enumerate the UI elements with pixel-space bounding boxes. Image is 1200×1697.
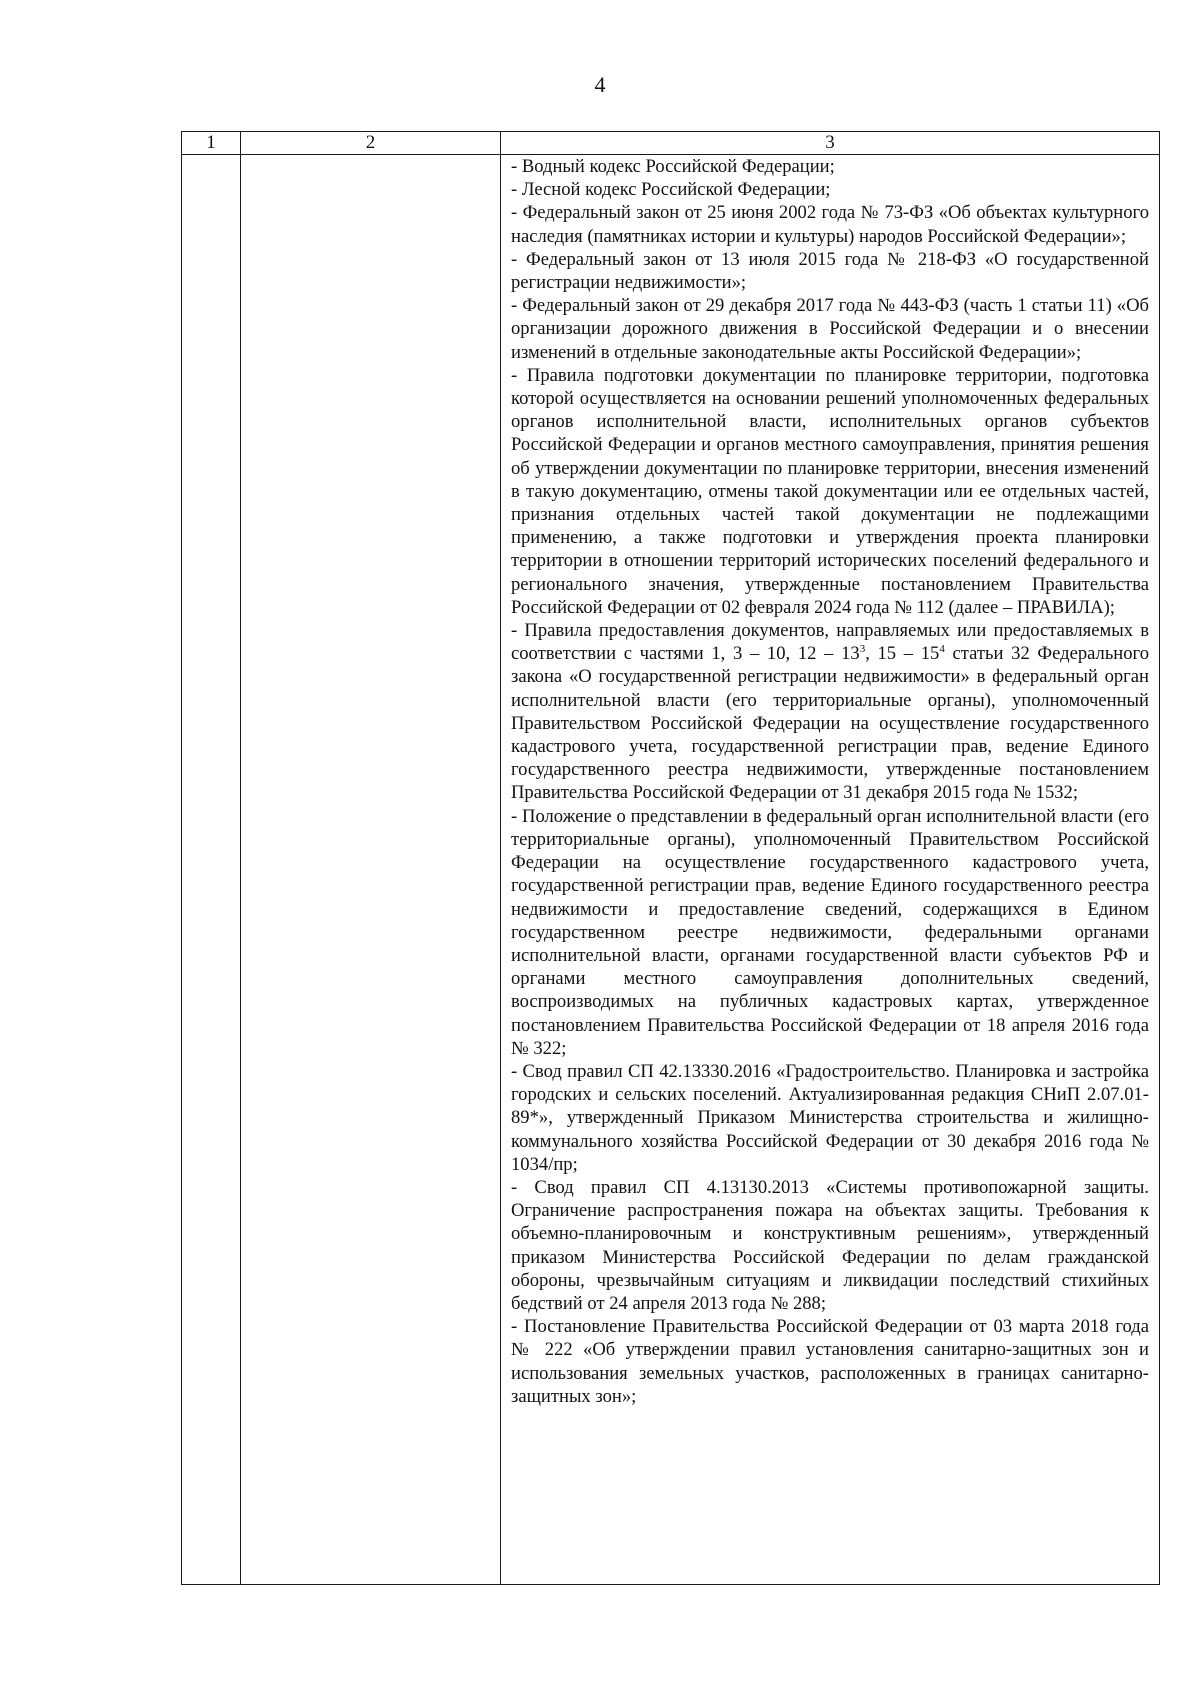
list-item-planning-rules: - Правила подготовки документации по планировке территории, подготовка которой осуществляется на основании решений уполномоченных федеральных органов исполнительной власти, исполнительных органов субъектов Российской Федерации и органов местного самоуправления, принятия решения об утверждении документации по планировке территории, внесения изменений в такую документацию, отмены такой документации или ее отдельных частей, признания отдельных частей такой документации не подлежащими применению, а также подготовки и утверждения проекта планировки территории в отношении территорий исторических поселений федерального и регионального значения, утвержденные постановлением Правительства Российской Федерации от 02 февраля 2024 года № 112 (далее – ПРАВИЛА); — [511, 364, 1149, 618]
superscript: 4 — [939, 643, 945, 656]
list-item-sp-42: - Свод правил СП 42.13330.2016 «Градостроительство. Планировка и застройка городских и сельских поселений. Актуализированная редакция СНиП 2.07.01-89*», утвержденный Приказом Министерства строительства и жилищно-коммунального хозяйства Российской Федерации от 30 декабря 2016 года № 1034/пр; — [511, 1060, 1149, 1175]
list-item-law-73fz: - Федеральный закон от 25 июня 2002 года № 73-ФЗ «Об объектах культурного наследия (памятниках истории и культуры) народов Российской Федерации»; — [511, 202, 1149, 247]
superscript: 3 — [859, 643, 866, 656]
page-number: 4 — [594, 72, 606, 97]
list-item-text-part: - Правила предоставления документов, направляемых или предоставляемых в соответствии с частями 1, 3 – 10, 12 – 13 — [511, 620, 1149, 665]
list-item-text-part: , 15 – 15 — [865, 643, 940, 665]
document-table — [181, 131, 1160, 1585]
column-header-3: 3 — [501, 132, 1160, 155]
column-3-cell — [501, 155, 1160, 1585]
column-header-2: 2 — [241, 132, 501, 155]
list-item-text-part: статьи 32 Федерального закона «О государственной регистрации недвижимости» в федеральный орган исполнительной власти (его территориальные органы), уполномоченный Правительством Российской Федерации на осуществление государственного кадастрового учета, государственной регистрации прав, ведение Единого государственного реестра недвижимости, утвержденные постановлением Правительства Российской Федерации от 31 декабря 2015 года № 1532; — [511, 643, 1150, 804]
list-item-water-code: - Водный кодекс Российской Федерации; — [511, 156, 835, 177]
column-2-cell — [241, 155, 501, 1585]
regulation-list — [501, 155, 1159, 1408]
list-item-decree-222: - Постановление Правительства Российской Федерации от 03 марта 2018 года № 222 «Об утверждении правил установления санитарно-защитных зон и использования земельных участков, расположенных в границах санитарно-защитных зон»; — [511, 1316, 1149, 1407]
list-item-forest-code: - Лесной кодекс Российской Федерации; — [511, 179, 831, 201]
table-row — [182, 155, 1160, 1585]
list-item-document-rules — [511, 619, 1149, 805]
list-item-law-443fz: - Федеральный закон от 29 декабря 2017 года № 443-ФЗ (часть 1 статьи 11) «Об организации дорожного движения в Российской Федерации и о внесении изменений в отдельные законодательные акты Российской Федерации»; — [511, 295, 1149, 363]
list-item-sp-4: - Свод правил СП 4.13130.2013 «Системы противопожарной защиты. Ограничение распространения пожара на объектах защиты. Требования к объемно-планировочным и конструктивным решениям», утвержденный приказом Министерства Российской Федерации по делам гражданской обороны, чрезвычайным ситуациям и ликвидации последствий стихийных бедствий от 24 апреля 2013 года № 288; — [511, 1176, 1149, 1314]
list-item-regulation-322: - Положение о представлении в федеральный орган исполнительной власти (его территориальные органы), уполномоченный Правительством Российской Федерации на осуществление государственного кадастрового учета, государственной регистрации прав, ведение Единого государственного реестра недвижимости и предоставление сведений, содержащихся в Едином государственном реестре недвижимости, федеральными органами исполнительной власти, органами государственной власти субъектов РФ и органами местного самоуправления дополнительных сведений, воспроизводимых на публичных кадастровых картах, утвержденное постановлением Правительства Российской Федерации от 18 апреля 2016 года № 322; — [511, 805, 1149, 1059]
column-header-1: 1 — [182, 132, 241, 155]
table-header-row — [182, 132, 1160, 155]
column-1-cell — [182, 155, 241, 1585]
list-item-law-218fz: - Федеральный закон от 13 июля 2015 года № 218-ФЗ «О государственной регистрации недвижимости»; — [511, 248, 1149, 294]
